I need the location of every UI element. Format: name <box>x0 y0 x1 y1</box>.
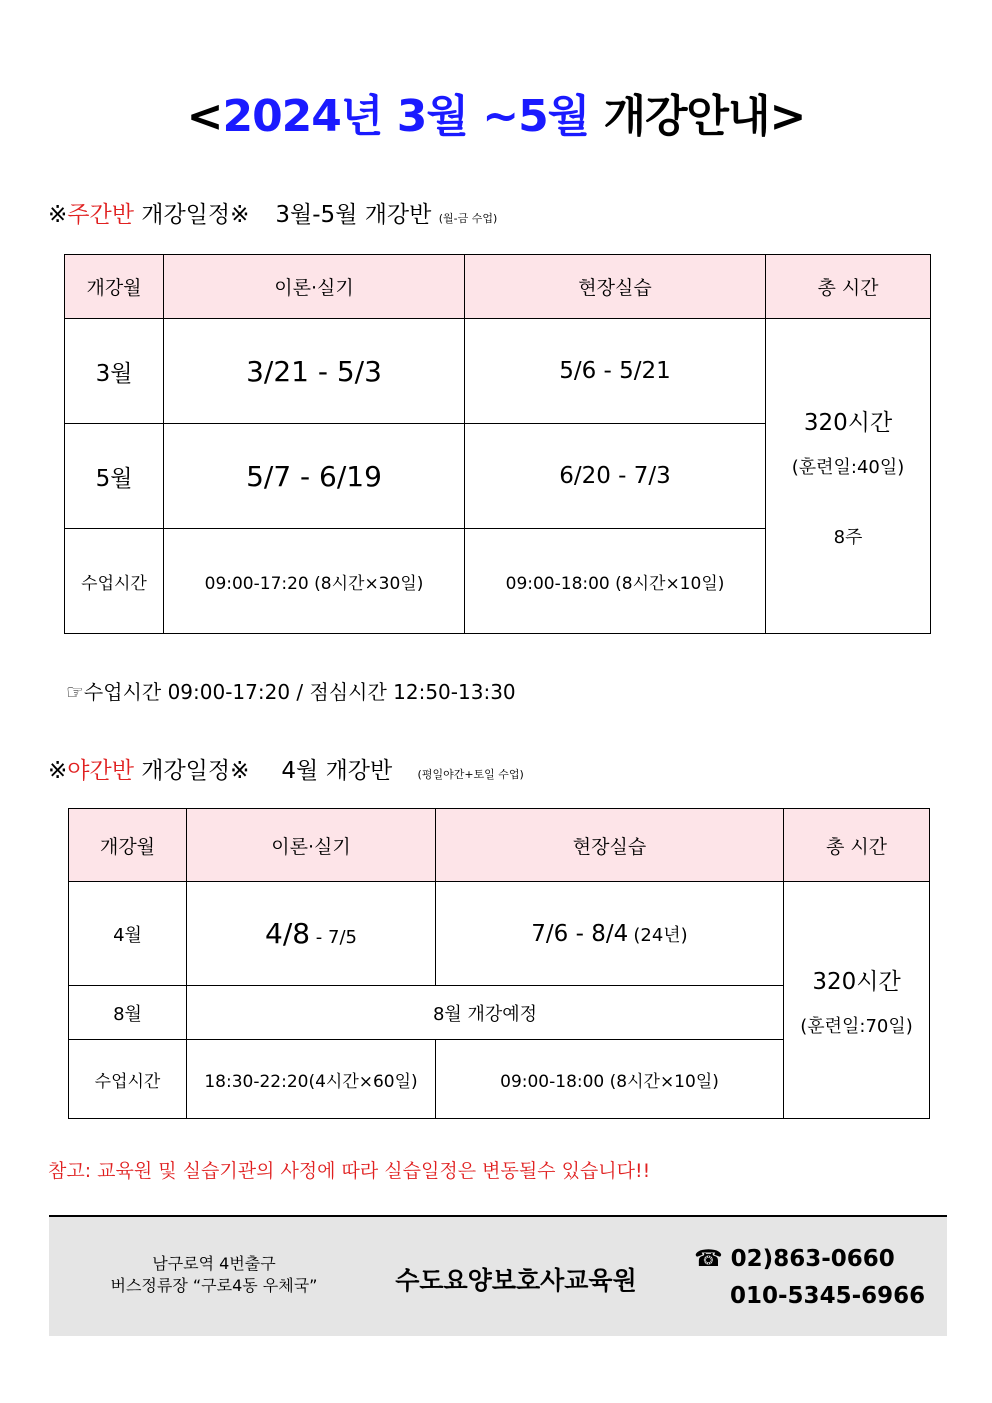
theory-cell <box>187 882 436 986</box>
night-class-name: 야간반 <box>67 758 134 784</box>
night-note: (평일야간+토일 수업) <box>417 768 524 781</box>
lunch-note: ☞수업시간 09:00-17:20 / 점심시간 12:50-13:30 <box>66 680 516 704</box>
day-period: 3월-5월 개강반 <box>275 202 432 228</box>
month-cell: 3월 <box>65 319 164 424</box>
day-class-heading <box>48 196 497 229</box>
ref-mark: ※ <box>48 758 68 784</box>
total-hours: 320시간 <box>803 409 893 436</box>
header-month: 개강월 <box>65 255 164 319</box>
ref-mark: ※ <box>48 202 68 228</box>
title-month-end: ~5월 <box>482 91 590 142</box>
total-hours: 320시간 <box>812 968 901 995</box>
night-schedule-table <box>68 808 930 1119</box>
location-line-2: 버스정류장 “구로4동 우체국” <box>110 1276 318 1295</box>
day-class-name: 주간반 <box>67 202 134 228</box>
practice-year: (24년) <box>633 924 688 946</box>
header-total: 총 시간 <box>766 255 931 319</box>
schedule-change-notice: 참고: 교육원 및 실습기관의 사정에 따라 실습일정은 변동될수 있습니다!! <box>48 1160 651 1182</box>
theory-start: 4/8 <box>265 917 311 950</box>
header-total: 총 시간 <box>784 809 930 882</box>
header-practice: 현장실습 <box>465 255 766 319</box>
title-rest: 개강안내> <box>603 91 806 142</box>
practice-cell: 5/6 - 5/21 <box>465 319 766 424</box>
day-note: (월-금 수업) <box>438 212 498 225</box>
footer-contact <box>49 1215 947 1336</box>
month-cell: 5월 <box>65 424 164 529</box>
header-theory: 이론·실기 <box>187 809 436 882</box>
title-month-start: 3월 <box>396 91 468 142</box>
class-time-label: 수업시간 <box>65 529 164 634</box>
night-class-heading <box>48 752 524 785</box>
practice-range: 7/6 - 8/4 <box>531 920 629 947</box>
night-period: 4월 개강반 <box>281 758 393 784</box>
location-line-1: 남구로역 4번출구 <box>152 1254 276 1273</box>
phone-numbers <box>694 1241 925 1315</box>
phone-1[interactable]: 02)863-0660 <box>730 1246 895 1272</box>
day-schedule-label: 개강일정※ <box>141 202 250 228</box>
header-theory: 이론·실기 <box>164 255 465 319</box>
class-time-label: 수업시간 <box>69 1040 187 1119</box>
practice-time: 09:00-18:00 (8시간×10일) <box>465 529 766 634</box>
title-year: 2024년 <box>222 91 383 142</box>
theory-time: 09:00-17:20 (8시간×30일) <box>164 529 465 634</box>
month-cell: 8월 <box>69 986 187 1040</box>
header-month: 개강월 <box>69 809 187 882</box>
total-days: (훈련일:40일) <box>791 456 905 478</box>
theory-end: - 7/5 <box>310 927 357 948</box>
day-schedule-table <box>64 254 931 634</box>
practice-cell <box>436 882 784 986</box>
title-open: < <box>186 91 223 142</box>
table-row <box>69 882 930 986</box>
night-schedule-label: 개강일정※ <box>141 758 250 784</box>
header-practice: 현장실습 <box>436 809 784 882</box>
total-days: (훈련일:70일) <box>800 1015 913 1037</box>
phone-2[interactable]: 010-5345-6966 <box>730 1283 926 1309</box>
practice-cell: 6/20 - 7/3 <box>465 424 766 529</box>
page-title <box>0 80 992 144</box>
month-cell: 4월 <box>69 882 187 986</box>
theory-cell: 5/7 - 6/19 <box>164 424 465 529</box>
total-cell <box>766 319 931 634</box>
theory-cell: 3/21 - 5/3 <box>164 319 465 424</box>
practice-time: 09:00-18:00 (8시간×10일) <box>436 1040 784 1119</box>
academy-name: 수도요양보호사교육원 <box>395 1266 637 1295</box>
table-row <box>65 319 931 424</box>
merged-cell: 8월 개강예정 <box>187 986 784 1040</box>
total-weeks: 8주 <box>833 526 863 548</box>
total-cell <box>784 882 930 1119</box>
location-info <box>49 1253 379 1297</box>
theory-time: 18:30-22:20(4시간×60일) <box>187 1040 436 1119</box>
phone-icon: ☎ <box>694 1246 723 1272</box>
